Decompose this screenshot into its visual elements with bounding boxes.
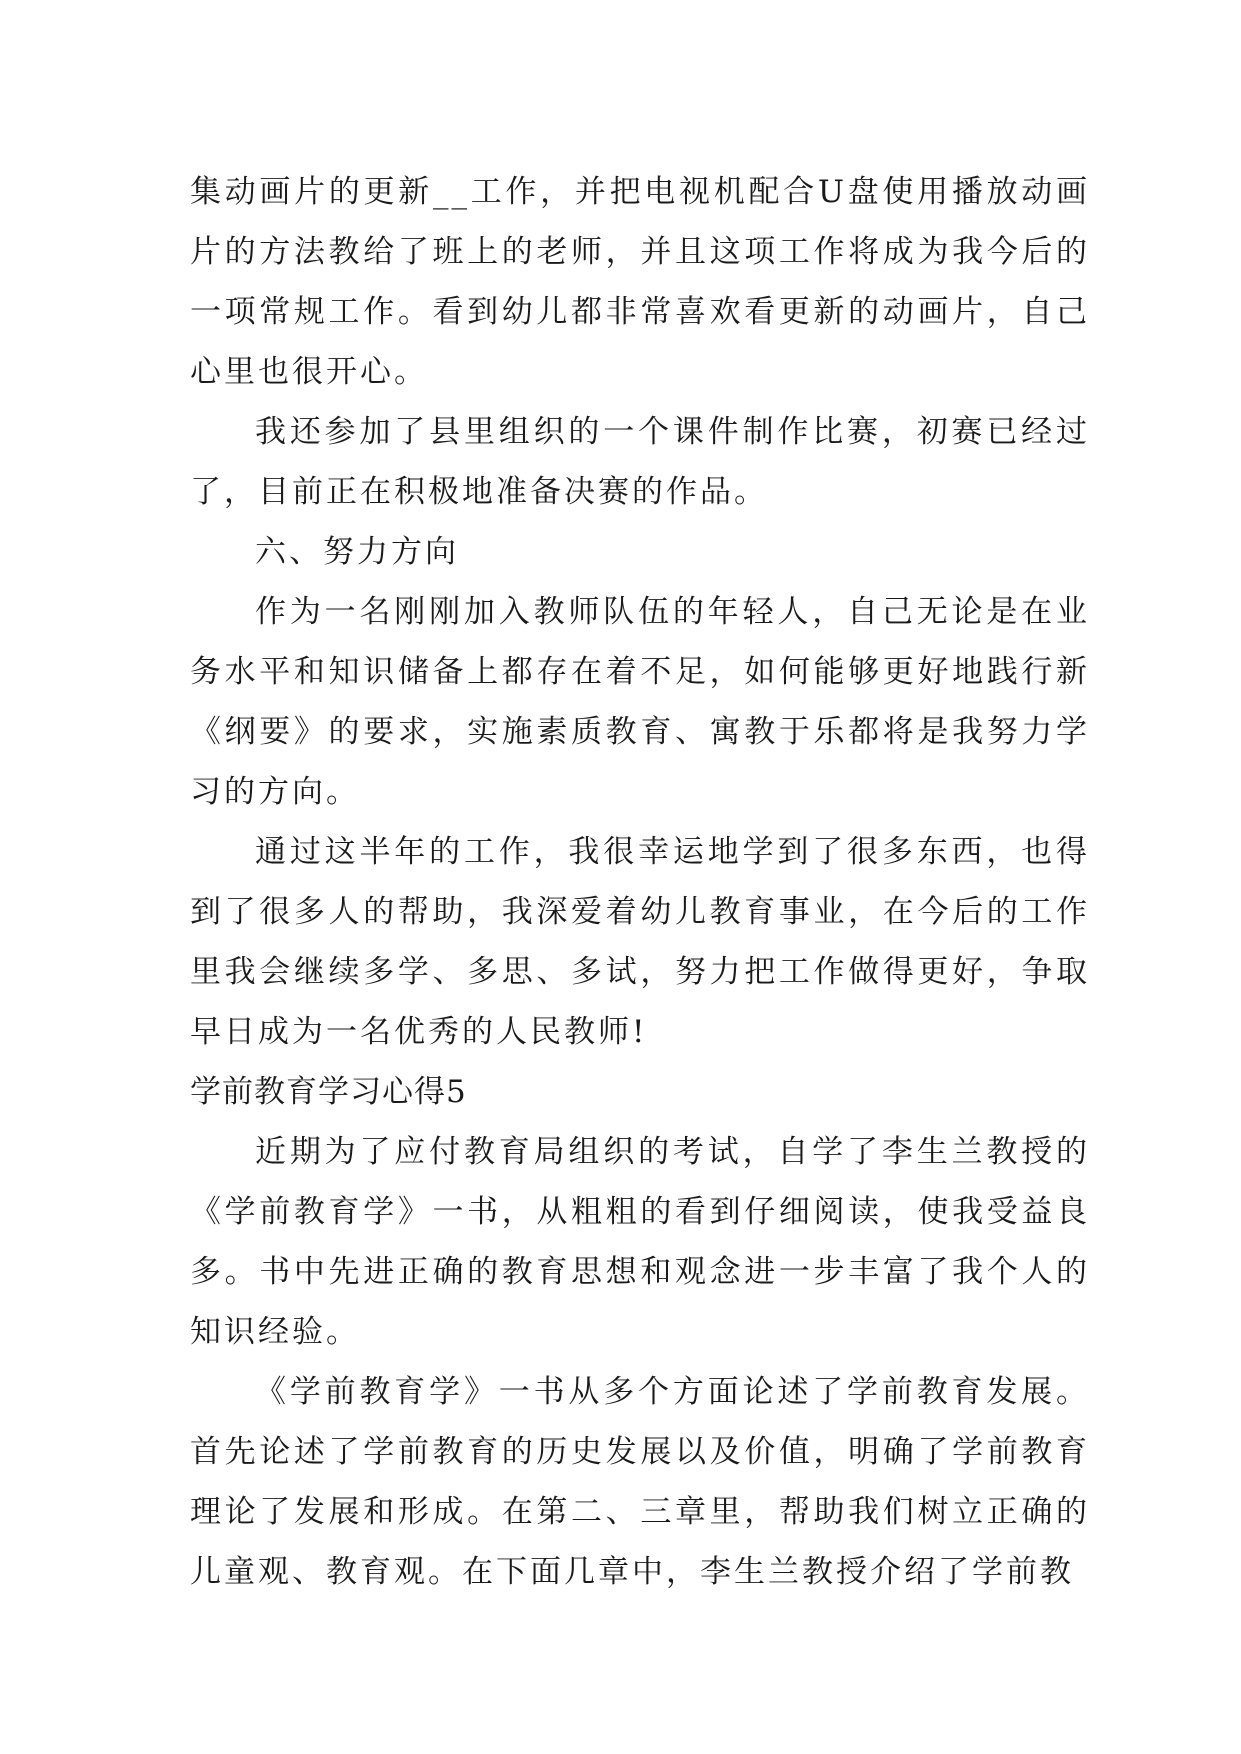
section-heading-direction: 六、努力方向 xyxy=(255,534,459,570)
document-body xyxy=(190,162,1090,1602)
paragraph-intro: 近期为了应付教育局组织的考试，自学了李生兰教授的《学前教育学》一书，从粗粗的看到仔细阅读，使我受益良多。书中先进正确的教育思想和观念进一步丰富了我个人的知识经验。 xyxy=(190,1134,1090,1350)
continued-paragraph: 集动画片的更新__工作，并把电视机配合U盘使用播放动画片的方法教给了班上的老师，并且这项工作将成为我今后的一项常规工作。看到幼儿都非常喜欢看更新的动画片，自己心里也很开心。 xyxy=(190,174,1090,390)
section-title: 学前教育学习心得5 xyxy=(190,1074,467,1110)
paragraph-competition: 我还参加了县里组织的一个课件制作比赛，初赛已经过了，目前正在积极地准备决赛的作品。 xyxy=(190,414,1090,510)
paragraph-conclusion: 通过这半年的工作，我很幸运地学到了很多东西，也得到了很多人的帮助，我深爱着幼儿教育事业，在今后的工作里我会继续多学、多思、多试，努力把工作做得更好，争取早日成为一名优秀的人民教师! xyxy=(190,834,1090,1050)
paragraph-book: 《学前教育学》一书从多个方面论述了学前教育发展。首先论述了学前教育的历史发展以及价值，明确了学前教育理论了发展和形成。在第二、三章里，帮助我们树立正确的儿童观、教育观。在下面几章中，李生兰教授介绍了学前教 xyxy=(190,1374,1090,1590)
paragraph-direction: 作为一名刚刚加入教师队伍的年轻人，自己无论是在业务水平和知识储备上都存在着不足，如何能够更好地践行新《纲要》的要求，实施素质教育、寓教于乐都将是我努力学习的方向。 xyxy=(190,594,1090,810)
